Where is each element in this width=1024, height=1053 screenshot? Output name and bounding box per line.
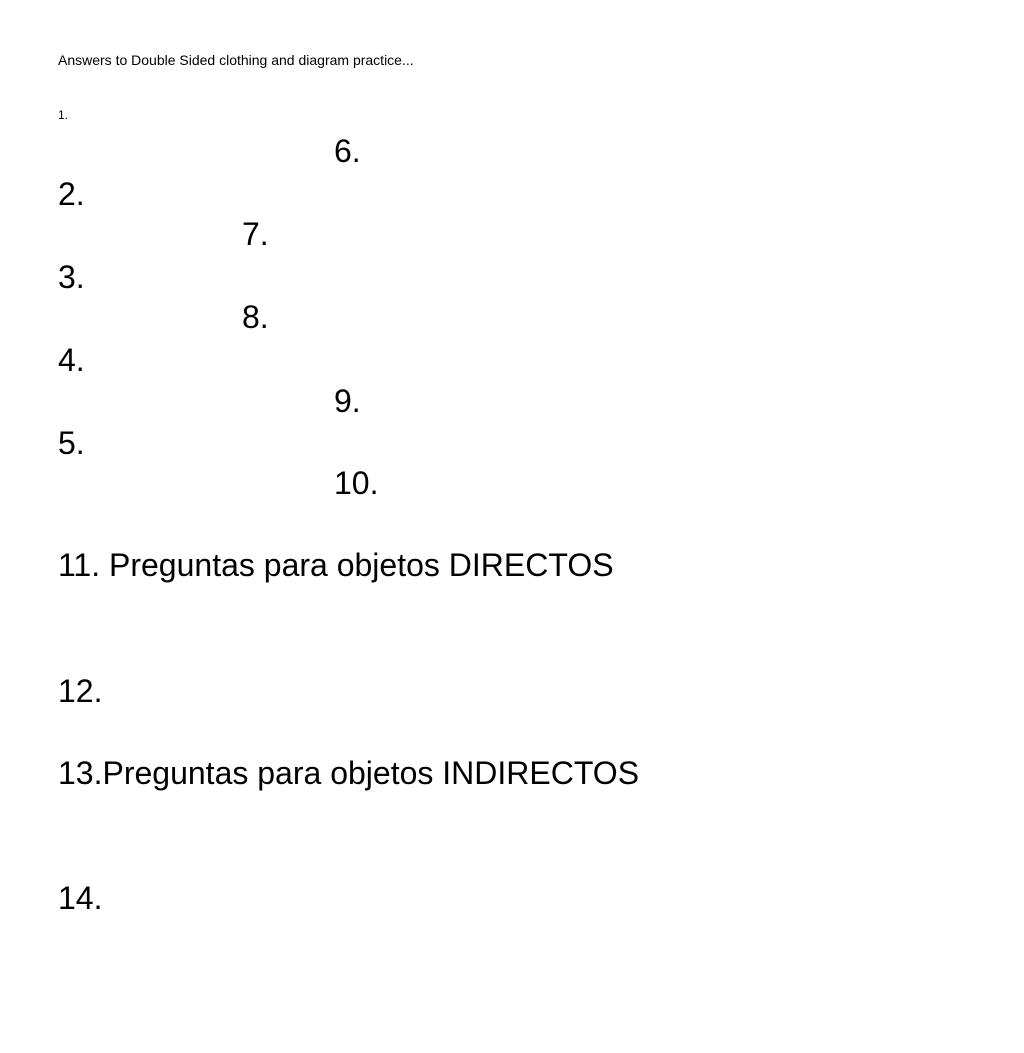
answer-item-9: 9. <box>334 383 361 419</box>
answer-item-4: 4. <box>58 342 85 378</box>
answer-item-11: 11. Preguntas para objetos DIRECTOS <box>58 547 614 583</box>
answer-item-3: 3. <box>58 259 85 295</box>
answer-item-13: 13.Preguntas para objetos INDIRECTOS <box>58 755 640 791</box>
answer-item-5: 5. <box>58 425 85 461</box>
answer-item-14: 14. <box>58 880 103 916</box>
answer-item-10: 10. <box>334 465 379 501</box>
page-title: Answers to Double Sided clothing and diagram practice... <box>58 52 414 68</box>
answer-item-6: 6. <box>334 133 361 169</box>
answer-item-8: 8. <box>242 299 269 335</box>
answer-item-7: 7. <box>242 216 269 252</box>
answer-item-2: 2. <box>58 176 85 212</box>
answer-item-12: 12. <box>58 673 103 709</box>
answer-item-1: 1. <box>58 108 69 122</box>
